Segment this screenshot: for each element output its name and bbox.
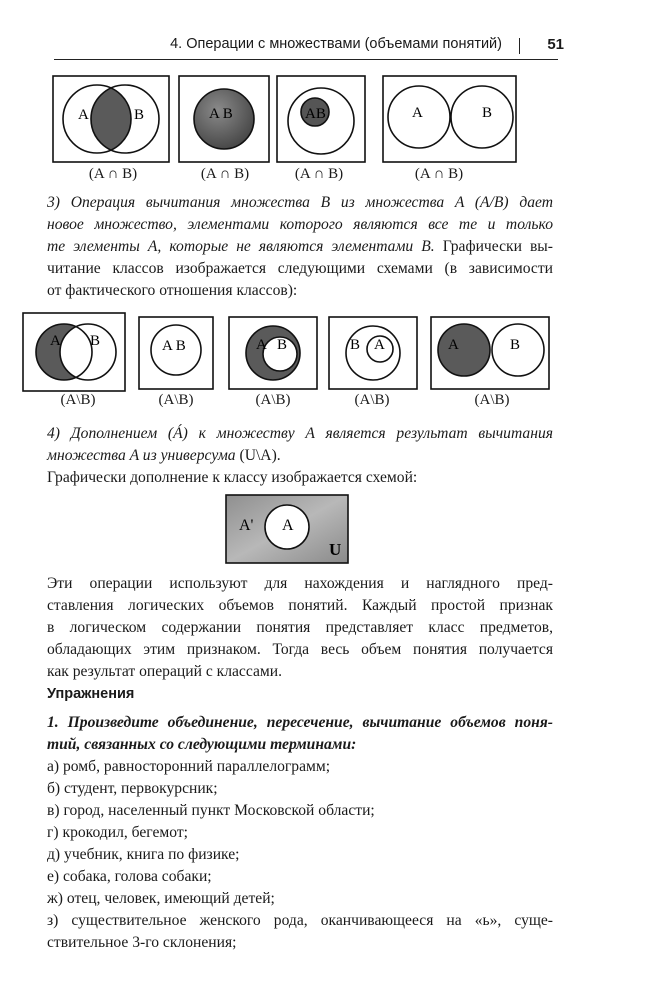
- set-a-label: A: [256, 337, 267, 353]
- set-a-label: A: [412, 105, 423, 121]
- complement-label: A': [239, 517, 254, 534]
- list-item: з) существительное женского рода, оканчивающееся на «ь», суще-: [47, 912, 553, 929]
- list-item: д) учебник, книга по физике;: [47, 846, 240, 863]
- paragraph-operations: Эти операции используют для нахождения и наглядного пред- ставления логических объемов понятий. Каждый простой признак в логическом содержании понятия представляет класс предметов, обладающих этим признаком. Тогда весь объем понятия получается как результат операций с классами.: [47, 575, 553, 680]
- set-b-label: B: [510, 337, 521, 353]
- venn-difference-identical: [138, 316, 214, 390]
- caption: (A\B): [158, 392, 194, 408]
- set-a-label: A: [50, 333, 61, 349]
- set-a-label: A: [78, 107, 89, 123]
- set-b-label: B: [134, 107, 145, 123]
- set-b-label: B: [350, 337, 361, 353]
- list-item: е) собака, голова собаки;: [47, 868, 212, 885]
- set-b-label: B: [482, 105, 493, 121]
- list-item: ствительное 3-го склонения;: [47, 934, 237, 951]
- caption: (A ∩ B): [200, 166, 250, 182]
- caption: (A\B): [255, 392, 291, 408]
- venn-intersection-overlap: [52, 75, 170, 163]
- set-ab-label: A B: [209, 106, 233, 122]
- exercise-1: 1. Произведите объединение, пересечение, вычитание объемов поня- тий, связанных со следующими терминами: а) ромб, равносторонний параллелограмм; б) студент, первокурсник; в) город, населенный пункт Московской области; г) крокодил, бегемот; д) учебник, книга по физике; е) собака, голова собаки; ж) отец, человек, имеющий детей; з) существительное женского рода, оканчивающееся на «ь», суще- ствительное 3-го склонения;: [47, 712, 553, 954]
- universe-label: U: [329, 540, 342, 559]
- caption: (A\B): [354, 392, 390, 408]
- header-divider: [519, 38, 520, 54]
- exercises-heading: Упражнения: [47, 686, 135, 702]
- venn-difference-overlap: [22, 312, 126, 392]
- list-item: в) город, населенный пункт Московской области;: [47, 802, 375, 819]
- caption: (A\B): [474, 392, 510, 408]
- set-b-label: B: [277, 337, 288, 353]
- caption: (A ∩ B): [88, 166, 138, 182]
- venn-difference-disjoint: [430, 316, 550, 390]
- paragraph-complement: 4) Дополнением (Á) к множеству A является результат вычитания множества A из универсума (U\A). Графически дополнение к классу изображается схемой:: [47, 425, 553, 486]
- header-title: 4. Операции с множествами (объемами понятий): [170, 36, 502, 52]
- set-a-label: A: [282, 517, 294, 534]
- list-item: а) ромб, равносторонний параллелограмм;: [47, 758, 331, 775]
- venn-intersection-subset: [276, 75, 366, 163]
- caption: (A ∩ B): [294, 166, 344, 182]
- list-item: г) крокодил, бегемот;: [47, 824, 189, 841]
- list-item: б) студент, первокурсник;: [47, 780, 218, 797]
- list-item: ж) отец, человек, имеющий детей;: [47, 890, 275, 907]
- set-a-label: A: [448, 337, 459, 353]
- caption: (A ∩ B): [414, 166, 464, 182]
- paragraph-subtraction: 3) Операция вычитания множества B из множества A (A/B) дает новое множество, элементами которого являются все те и только те элементы A, которые не являются элементами B. Графически вы- читание классов изображается следующими схемами (в зависимости от фактического отношения классов):: [47, 194, 553, 299]
- venn-intersection-identical: [178, 75, 270, 163]
- header-rule: [54, 59, 558, 60]
- venn-complement: [225, 494, 349, 564]
- page-number: 51: [547, 36, 564, 53]
- set-ab-label: A B: [162, 338, 186, 354]
- venn-difference-a-in-b: [328, 316, 418, 390]
- venn-intersection-disjoint: [382, 75, 517, 163]
- page-header: [44, 36, 564, 60]
- set-a-label: A: [374, 337, 385, 353]
- set-b-label: B: [90, 333, 101, 349]
- caption: (A\B): [60, 392, 96, 408]
- venn-difference-b-in-a: [228, 316, 318, 390]
- set-ab-inner-label: AB: [305, 106, 326, 122]
